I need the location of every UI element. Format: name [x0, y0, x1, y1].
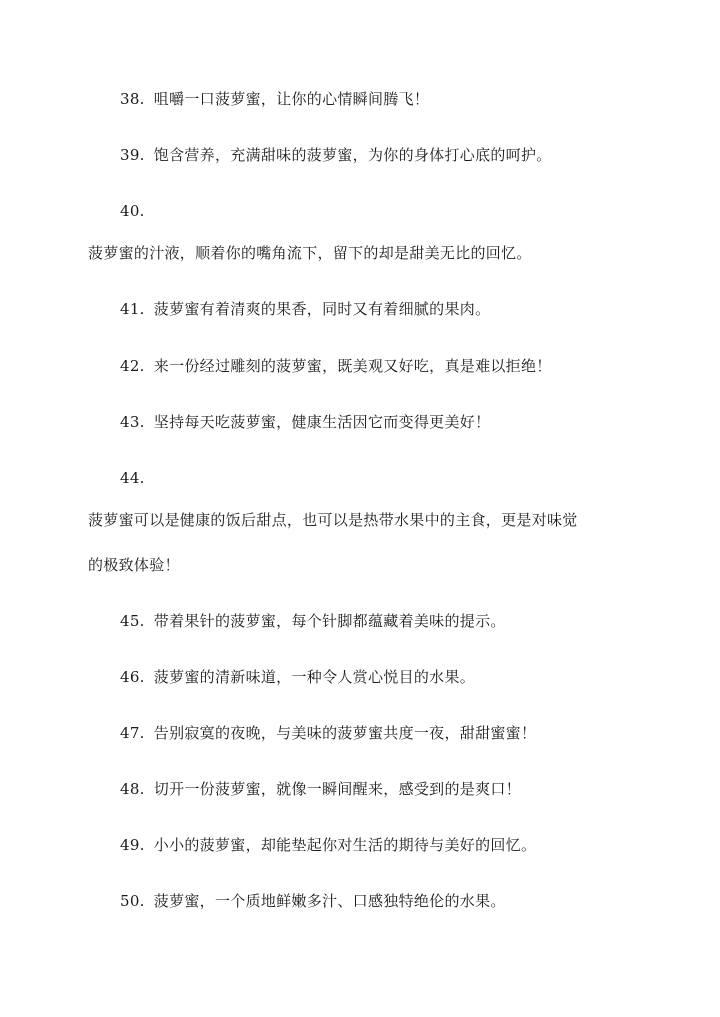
item-number: 40.	[120, 202, 145, 220]
item-text: 菠萝蜜的汁液，顺着你的嘴角流下，留下的却是甜美无比的回忆。	[88, 244, 532, 262]
item-text: 坚持每天吃菠萝蜜，健康生活因它而变得更美好！	[153, 413, 491, 431]
item-number: 46.	[120, 668, 145, 686]
list-item-42	[120, 356, 552, 376]
list-item-44-number	[120, 468, 154, 488]
item-text: 告别寂寞的夜晚，与美味的菠萝蜜共度一夜，甜甜蜜蜜！	[153, 724, 537, 742]
list-item-50	[120, 891, 506, 911]
item-text: 来一份经过雕刻的菠萝蜜，既美观又好吃，真是难以拒绝！	[153, 357, 552, 375]
item-number: 47.	[120, 724, 145, 742]
item-text: 菠萝蜜有着清爽的果香，同时又有着细腻的果肉。	[153, 300, 491, 318]
list-item-46	[120, 667, 475, 687]
list-item-44-text-line2	[88, 555, 180, 575]
item-text: 菠萝蜜，一个质地鲜嫩多汁、口感独特绝伦的水果。	[153, 892, 506, 910]
item-number: 45.	[120, 612, 145, 630]
item-number: 42.	[120, 357, 145, 375]
item-number: 41.	[120, 300, 145, 318]
list-item-38	[120, 89, 429, 109]
item-number: 38.	[120, 90, 145, 108]
list-item-49	[120, 835, 536, 855]
item-text: 饱含营养，充满甜味的菠萝蜜，为你的身体打心底的呵护。	[153, 146, 552, 164]
item-number: 39.	[120, 146, 145, 164]
list-item-39	[120, 145, 552, 165]
item-text: 切开一份菠萝蜜，就像一瞬间醒来，感受到的是爽口！	[153, 780, 521, 798]
item-text: 的极致体验！	[88, 556, 180, 574]
list-item-43	[120, 412, 490, 432]
list-item-40-number	[120, 201, 154, 221]
item-text: 菠萝蜜的清新味道，一种令人赏心悦目的水果。	[153, 668, 476, 686]
list-item-47	[120, 723, 536, 743]
item-number: 50.	[120, 892, 145, 910]
list-item-44-text-line1	[88, 510, 578, 530]
item-number: 44.	[120, 469, 145, 487]
list-item-48	[120, 779, 521, 799]
list-item-45	[120, 611, 506, 631]
item-text: 菠萝蜜可以是健康的饭后甜点，也可以是热带水果中的主食，更是对味觉	[88, 511, 578, 529]
item-text: 小小的菠萝蜜，却能垫起你对生活的期待与美好的回忆。	[153, 836, 537, 854]
item-number: 49.	[120, 836, 145, 854]
item-number: 43.	[120, 413, 145, 431]
list-item-41	[120, 299, 490, 319]
item-text: 带着果针的菠萝蜜，每个针脚都蕴藏着美味的提示。	[153, 612, 506, 630]
item-text: 咀嚼一口菠萝蜜，让你的心情瞬间腾飞！	[153, 90, 430, 108]
item-number: 48.	[120, 780, 145, 798]
list-item-40-text	[88, 243, 532, 263]
